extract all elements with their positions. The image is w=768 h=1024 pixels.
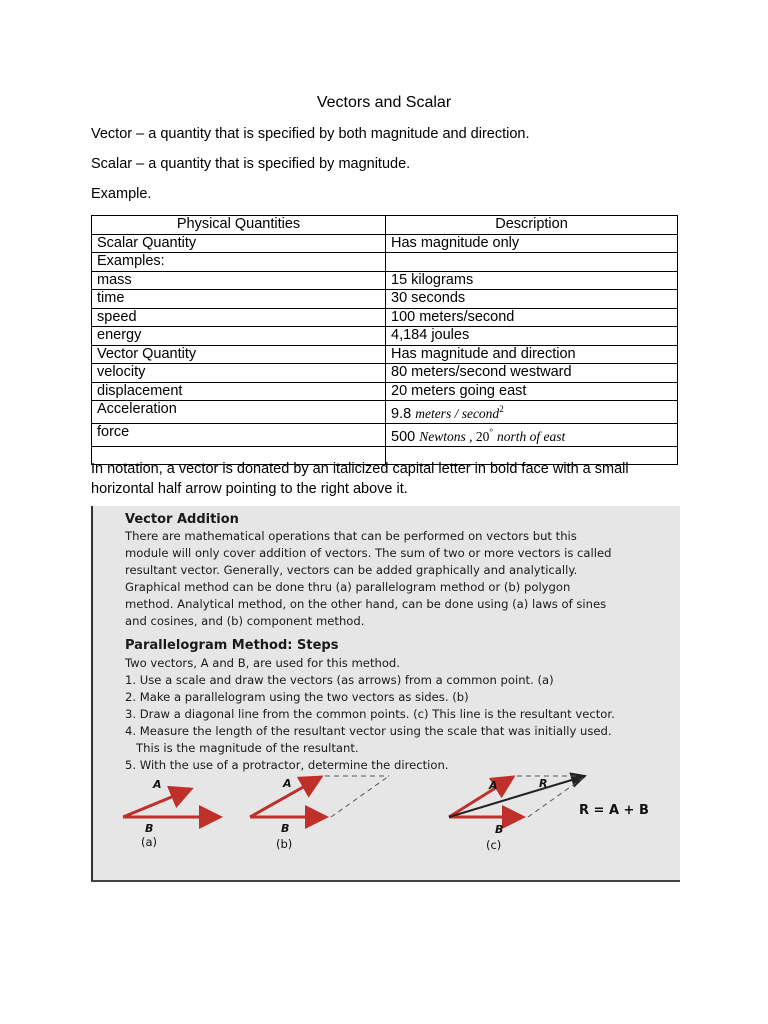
label-a: A [489, 779, 498, 792]
parallelogram-heading: Parallelogram Method: Steps [125, 638, 339, 653]
scan-text-line: and cosines, and (b) component method. [125, 614, 365, 628]
table-cell: 15 kilograms [386, 271, 678, 290]
table-cell: velocity [92, 364, 386, 383]
scan-text-line: module will only cover addition of vectors. The sum of two or more vectors is called [125, 546, 612, 560]
figure-c [449, 776, 649, 852]
table-row [92, 423, 678, 446]
table-row [92, 382, 678, 401]
scan-step-line: 3. Draw a diagonal line from the common points. (c) This line is the resultant vector. [125, 707, 615, 721]
scan-text-line: resultant vector. Generally, vectors can be added graphically and analytically. [125, 563, 578, 577]
force-unit: Newtons [419, 428, 466, 444]
scan-step-line: Two vectors, A and B, are used for this method. [125, 656, 400, 670]
table-cell [386, 253, 678, 272]
table-row [92, 253, 678, 272]
caption-b: (b) [276, 837, 293, 851]
scanned-textbook-image [91, 506, 680, 882]
scan-step-line: 1. Use a scale and draw the vectors (as arrows) from a common point. (a) [125, 673, 554, 687]
caption-c: (c) [486, 838, 502, 852]
table-cell: Acceleration [92, 401, 386, 424]
table-header-physical: Physical Quantities [92, 216, 386, 235]
table-cell: 20 meters going east [386, 382, 678, 401]
scan-step-line: 2. Make a parallelogram using the two vectors as sides. (b) [125, 690, 469, 704]
label-a: A [283, 777, 292, 790]
table-cell: speed [92, 308, 386, 327]
table-cell: Vector Quantity [92, 345, 386, 364]
accel-unit: meters / second [415, 405, 500, 421]
table-row [92, 234, 678, 253]
scan-text-line: method. Analytical method, on the other hand, can be done using (a) laws of sines [125, 597, 607, 611]
table-cell: 80 meters/second westward [386, 364, 678, 383]
label-b: B [145, 822, 154, 835]
caption-a: (a) [141, 835, 158, 849]
acceleration-value-cell [386, 401, 678, 424]
parallelogram-dashed-side [331, 776, 389, 817]
table-cell: Scalar Quantity [92, 234, 386, 253]
table-cell: Examples: [92, 253, 386, 272]
table-row [92, 364, 678, 383]
table-cell: Has magnitude only [386, 234, 678, 253]
degree-symbol: ° [489, 426, 493, 437]
scan-step-line: This is the magnitude of the resultant. [125, 741, 359, 755]
table-row [92, 271, 678, 290]
parallelogram-figure [93, 506, 680, 880]
table-cell: energy [92, 327, 386, 346]
resultant-arrow [449, 776, 585, 817]
table-cell: 100 meters/second [386, 308, 678, 327]
force-number: 500 [391, 428, 416, 445]
table-header-row [92, 216, 678, 235]
scan-step-line: 5. With the use of a protractor, determine the direction. [125, 758, 449, 772]
notation-paragraph: In notation, a vector is donated by an italicized capital letter in bold face with a small horizontal half arrow pointing to the right above it. [91, 461, 629, 497]
table-row [92, 327, 678, 346]
scan-text-line: Graphical method can be done thru (a) parallelogram method or (b) polygon [125, 580, 571, 594]
table-cell: 30 seconds [386, 290, 678, 309]
scalar-definition: Scalar – a quantity that is specified by magnitude. [91, 156, 411, 172]
vector-definition: Vector – a quantity that is specified by both magnitude and direction. [91, 126, 530, 142]
table-cell: displacement [92, 382, 386, 401]
label-b: B [281, 822, 290, 835]
scan-step-line: 4. Measure the length of the resultant vector using the scale that was initially used. [125, 724, 612, 738]
page-title: Vectors and Scalar [316, 94, 452, 111]
resultant-equation: R = A + B [579, 803, 649, 818]
table-row [92, 345, 678, 364]
figure-b [250, 776, 389, 851]
force-degrees: 20 [475, 428, 490, 444]
table-cell: force [92, 423, 386, 446]
label-a: A [153, 778, 162, 791]
vector-addition-heading: Vector Addition [125, 512, 239, 527]
vector-a-arrow [449, 777, 513, 817]
table-row [92, 308, 678, 327]
table-header-description: Description [386, 216, 678, 235]
accel-number: 9.8 [391, 405, 412, 422]
accel-exponent: 2 [499, 404, 504, 414]
quantities-table [91, 215, 678, 465]
force-direction: north of east [497, 428, 566, 444]
force-value-cell [386, 423, 678, 446]
table-row [92, 401, 678, 424]
label-b: B [495, 823, 504, 836]
table-cell: time [92, 290, 386, 309]
table-row [92, 290, 678, 309]
force-comma: , [465, 428, 476, 444]
vector-a-arrow [123, 789, 191, 817]
figure-a [123, 778, 220, 849]
table-cell: Has magnitude and direction [386, 345, 678, 364]
example-label: Example. [91, 186, 152, 202]
scan-text-line: There are mathematical operations that can be performed on vectors but this [125, 529, 577, 543]
label-r: R [539, 777, 548, 790]
table-cell: 4,184 joules [386, 327, 678, 346]
table-cell: mass [92, 271, 386, 290]
